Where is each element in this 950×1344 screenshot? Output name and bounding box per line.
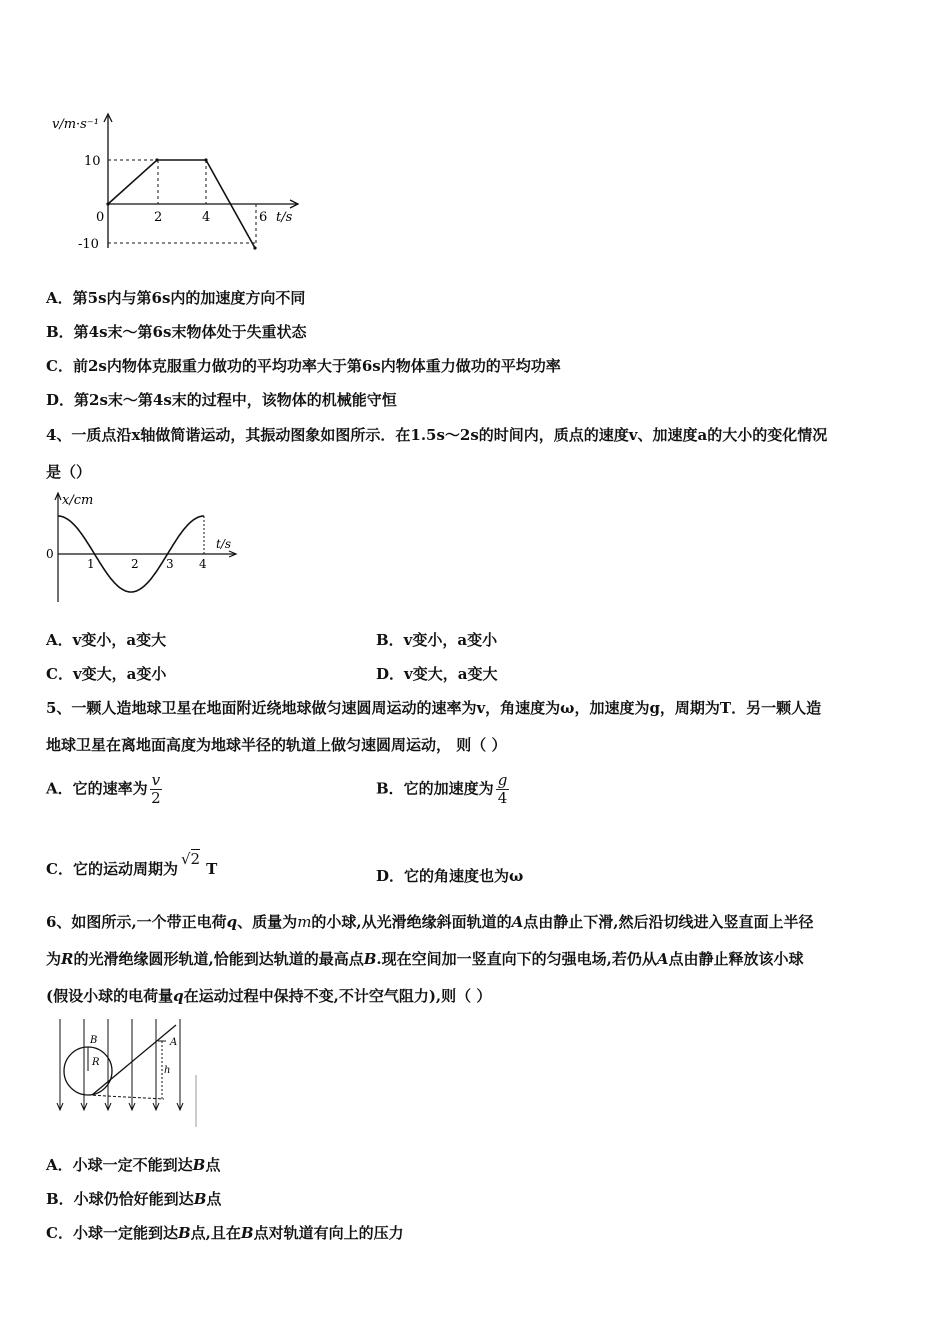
q5-stem-line2: 地球卫星在离地面高度为地球半径的轨道上做匀速圆周运动， 则（ ）: [46, 736, 507, 754]
label-B: B: [90, 1035, 98, 1046]
tick-3: 3: [166, 557, 174, 571]
tick-x-0: 0: [96, 210, 105, 225]
y-axis-label: v/m·s⁻¹: [52, 117, 99, 132]
q5-stem-line1: 5、一颗人造地球卫星在地面附近绕地球做匀速圆周运动的速率为v，角速度为ω，加速度为g，周期为T．另一颗人造: [46, 699, 822, 717]
field-lines: [57, 1019, 196, 1127]
q4-option-c: C．v变大，a变小: [46, 665, 167, 683]
incline: [92, 1025, 176, 1095]
q4-option-b: B．v变小，a变小: [376, 631, 498, 649]
q6-option-a: A．小球一定不能到达B点: [46, 1156, 221, 1174]
q4-option-d: D．v变大，a变大: [376, 665, 498, 683]
tick-x-4: 4: [202, 210, 211, 225]
q6-stem-line2: 为R的光滑绝缘圆形轨道,恰能到达轨道的最高点B.现在空间加一竖直向下的匀强电场,若仍从A点由静止释放该小球: [46, 950, 804, 968]
q6-option-c: C．小球一定能到达B点,且在B点对轨道有向上的压力: [46, 1224, 404, 1242]
origin-label: 0: [46, 547, 54, 561]
sqrt-2: √2: [180, 850, 201, 868]
q3-option-b: B．第4s末～第6s末物体处于失重状态: [46, 323, 307, 341]
q5-option-c-text: C．它的运动周期为: [46, 860, 178, 878]
q3-option-c: C．前2s内物体克服重力做功的平均功率大于第6s内物体重力做功的平均功率: [46, 357, 561, 375]
q5-option-b-text: B．它的加速度为: [376, 779, 494, 798]
q3-option-d: D．第2s末～第4s末的过程中，该物体的机械能守恒: [46, 391, 397, 409]
tick-4: 4: [199, 557, 207, 571]
q5-option-a-text: A．它的速率为: [46, 779, 148, 798]
q4-option-a: A．v变小，a变大: [46, 631, 167, 649]
fraction-g-over-4: $\frac{g}{4}$: [497, 771, 508, 807]
y-axis-label: x/cm: [62, 493, 94, 508]
q4-stem-line2: 是（）: [46, 463, 92, 481]
tick-x-6: 6: [259, 210, 268, 225]
vt-point: [156, 159, 158, 161]
tick-y-neg10: -10: [78, 237, 99, 252]
x-axis-label: t/s: [276, 210, 293, 225]
q3-option-a: A．第5s内与第6s内的加速度方向不同: [46, 289, 306, 307]
label-h: h: [164, 1065, 171, 1076]
q5-option-b: [376, 772, 509, 807]
label-R: R: [92, 1057, 100, 1068]
q6-stem-line1: 6、如图所示,一个带正电荷q、质量为m的小球,从光滑绝缘斜面轨道的A点由静止下滑,然后沿切线进入竖直面上半径: [46, 913, 814, 931]
tick-1: 1: [87, 557, 95, 571]
track-diagram: [52, 1015, 204, 1133]
vt-graph: [48, 108, 308, 258]
label-A: A: [170, 1037, 178, 1048]
q5-option-a: [46, 772, 162, 807]
x-axis-label: t/s: [216, 537, 232, 551]
q4-stem-line1: 4、一质点沿x轴做简谐运动，其振动图象如图所示．在1.5s～2s的时间内，质点的速度v、加速度a的大小的变化情况: [46, 426, 828, 444]
q5-option-c: C．它的运动周期为√2T: [46, 850, 218, 878]
vt-point: [107, 203, 109, 205]
q6-option-b: B．小球仍恰好能到达B点: [46, 1190, 222, 1208]
fraction-v-over-2: $\frac{v}{2}$: [151, 771, 161, 807]
tick-y-10: 10: [84, 154, 101, 169]
q6-stem-line3: (假设小球的电荷量q在运动过程中保持不变,不计空气阻力),则（ ）: [46, 987, 492, 1005]
xt-graph: [44, 490, 244, 606]
vt-point: [205, 159, 207, 161]
vt-point: [254, 247, 256, 249]
tick-2: 2: [131, 557, 139, 571]
q5-option-d: D．它的角速度也为ω: [376, 867, 524, 885]
tick-x-2: 2: [154, 210, 163, 225]
